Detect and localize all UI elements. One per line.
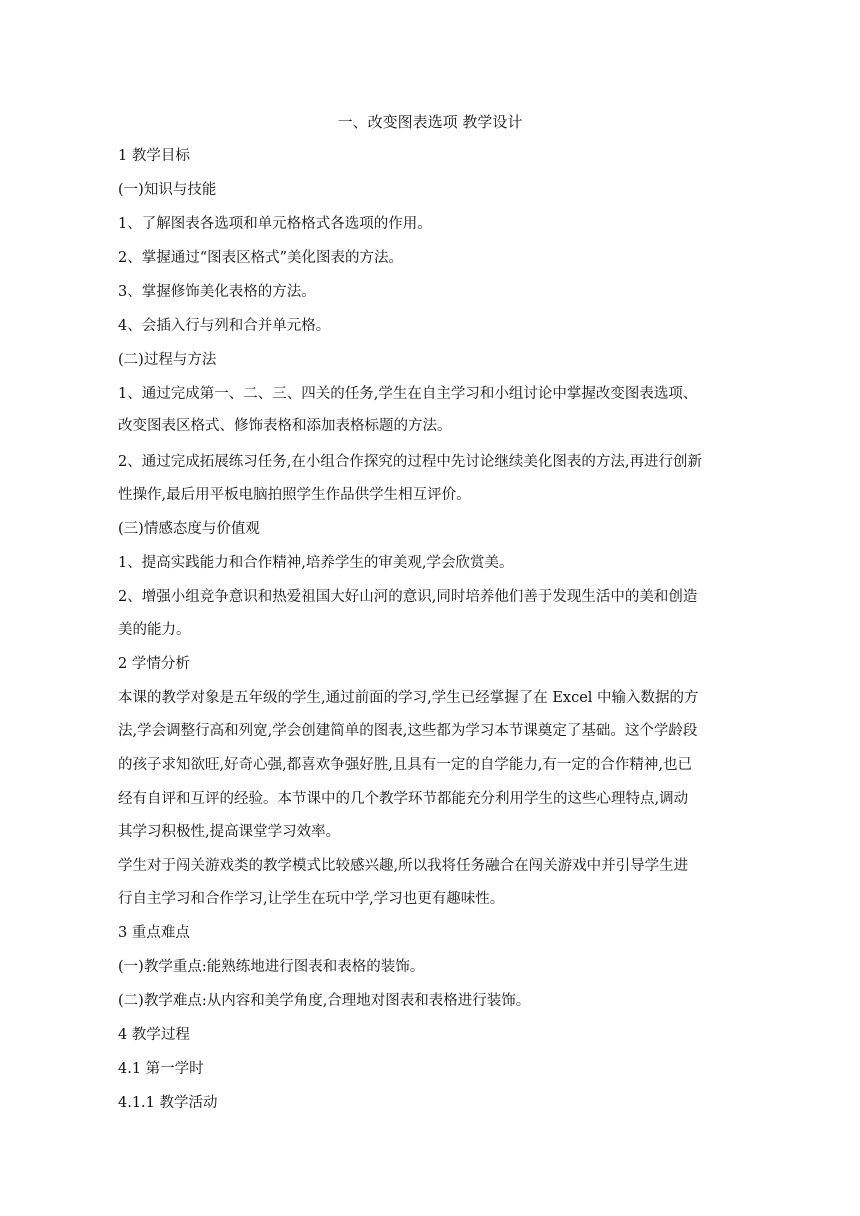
paragraph-line: 1、了解图表各选项和单元格格式各选项的作用。 [118,216,432,232]
paragraph-line: (一)教学重点:能熟练地进行图表和表格的装饰。 [118,959,425,975]
paragraph-line: 其学习积极性,提高课堂学习效率。 [118,824,341,840]
subheading-emotion-values: (三)情感态度与价值观 [118,521,260,537]
paragraph-line: 性操作,最后用平板电脑拍照学生作品供学生相互评价。 [118,487,471,503]
subheading-process-methods: (二)过程与方法 [118,352,217,368]
paragraph-line: 本课的教学对象是五年级的学生,通过前面的学习,学生已经掌握了在 Excel 中输入数据的方 [118,690,699,706]
paragraph-line: 2、通过完成拓展练习任务,在小组合作探究的过程中先讨论继续美化图表的方法,再进行创新 [118,454,702,470]
paragraph-line: 1、提高实践能力和合作精神,培养学生的审美观,学会欣赏美。 [118,555,514,571]
paragraph-line: 改变图表区格式、修饰表格和添加表格标题的方法。 [118,418,452,434]
heading-learner-analysis: 2 学情分析 [118,656,190,672]
subheading-knowledge-skills: (一)知识与技能 [118,182,217,198]
paragraph-line: 3、掌握修饰美化表格的方法。 [118,284,316,300]
paragraph-line: 法,学会调整行高和列宽,学会创建简单的图表,这些都为学习本节课奠定了基础。这个学龄段 [118,723,698,739]
paragraph-line: 2、掌握通过“图表区格式”美化图表的方法。 [118,250,404,266]
paragraph-line: 美的能力。 [118,622,191,638]
paragraph-line: 2、增强小组竞争意识和热爱祖国大好山河的意识,同时培养他们善于发现生活中的美和创造 [118,589,698,605]
subheading-teaching-activity: 4.1.1 教学活动 [118,1095,218,1111]
paragraph-line: 的孩子求知欲旺,好奇心强,都喜欢争强好胜,且具有一定的自学能力,有一定的合作精神,也已 [118,757,693,773]
paragraph-line: 行自主学习和合作学习,让学生在玩中学,学习也更有趣味性。 [118,891,505,907]
paragraph-line: 4、会插入行与列和合并单元格。 [118,318,331,334]
heading-teaching-process: 4 教学过程 [118,1027,190,1043]
paragraph-line: 学生对于闯关游戏类的教学模式比较感兴趣,所以我将任务融合在闯关游戏中并引导学生进 [118,858,689,874]
heading-objectives: 1 教学目标 [118,148,190,164]
heading-key-points: 3 重点难点 [118,925,190,941]
paragraph-line: 1、通过完成第一、二、三、四关的任务,学生在自主学习和小组讨论中掌握改变图表选项、 [118,386,698,402]
paragraph-line: (二)教学难点:从内容和美学角度,合理地对图表和表格进行装饰。 [118,993,531,1009]
subheading-first-period: 4.1 第一学时 [118,1061,204,1077]
paragraph-line: 经有自评和互评的经验。本节课中的几个教学环节都能充分利用学生的这些心理特点,调动 [118,791,689,807]
document-title: 一、改变图表选项 教学设计 [337,113,523,131]
